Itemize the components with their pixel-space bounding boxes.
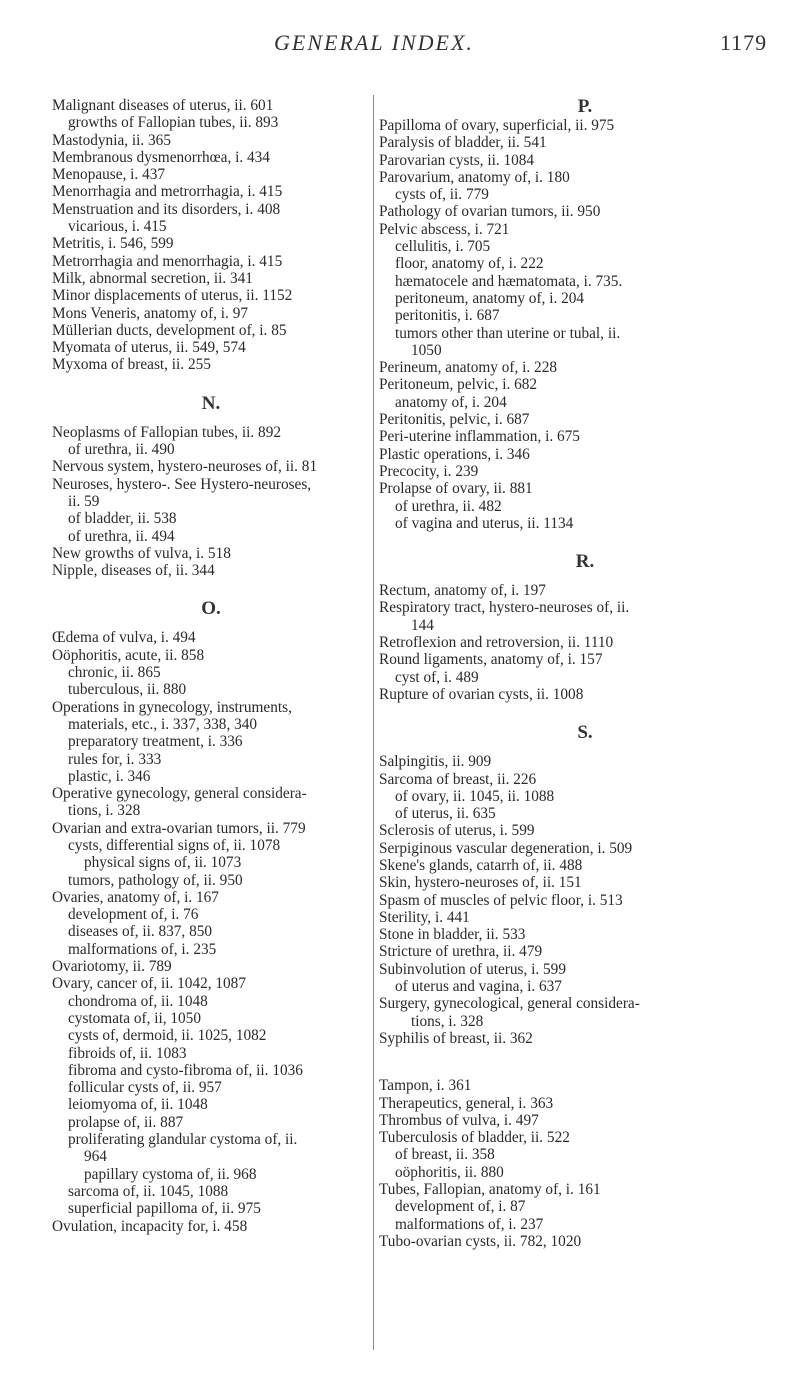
index-entry: Pelvic abscess, i. 721 <box>379 220 510 238</box>
index-entry: Parovarium, anatomy of, i. 180 <box>379 168 570 186</box>
index-entry: Milk, abnormal secretion, ii. 341 <box>52 269 253 287</box>
index-entry: floor, anatomy of, i. 222 <box>395 255 544 273</box>
index-entry: Rectum, anatomy of, i. 197 <box>379 582 546 600</box>
page-number: 1179 <box>720 30 768 55</box>
index-entry: tumors, pathology of, ii. 950 <box>68 871 243 889</box>
index-entry: hæmatocele and hæmatomata, i. 735. <box>395 272 623 290</box>
index-entry: peritoneum, anatomy of, i. 204 <box>395 289 585 307</box>
index-entry: superficial papilloma of, ii. 975 <box>68 1200 261 1218</box>
index-entry: Neuroses, hystero-. See Hystero-neuroses, <box>52 475 312 493</box>
index-entry: plastic, i. 346 <box>68 767 151 785</box>
index-entry: Papilloma of ovary, superficial, ii. 975 <box>379 117 615 134</box>
index-entry: tumors other than uterine or tubal, ii. <box>395 324 621 342</box>
index-entry: cyst of, i. 489 <box>395 668 479 686</box>
index-entry: Pathology of ovarian tumors, ii. 950 <box>379 203 601 221</box>
index-entry: materials, etc., i. 337, 338, 340 <box>68 715 258 733</box>
spacer <box>52 579 370 599</box>
index-entry: Surgery, gynecological, general considera- <box>379 995 640 1013</box>
index-entry: Round ligaments, anatomy of, i. 157 <box>379 651 603 669</box>
index-entry: chronic, ii. 865 <box>68 664 161 682</box>
index-entry: Operative gynecology, general considera- <box>52 785 307 803</box>
index-entry: tions, i. 328 <box>68 802 141 820</box>
index-entry: tuberculous, ii. 880 <box>68 681 187 699</box>
index-entry: cysts of, ii. 779 <box>395 186 489 204</box>
index-entry: of urethra, ii. 494 <box>68 527 175 545</box>
index-entry: proliferating glandular cystoma of, ii. <box>68 1131 298 1149</box>
section-letter: N. <box>201 392 221 414</box>
index-entry: rules for, i. 333 <box>68 750 162 768</box>
index-entry: Spasm of muscles of pelvic floor, i. 513 <box>379 891 623 909</box>
index-entry: 144 <box>411 616 434 634</box>
index-entry: of breast, ii. 358 <box>395 1146 495 1164</box>
index-entry: Perineum, anatomy of, i. 228 <box>379 359 558 377</box>
spacer <box>379 1047 791 1067</box>
index-entry: Tubes, Fallopian, anatomy of, i. 161 <box>379 1181 601 1199</box>
index-entry: Paralysis of bladder, ii. 541 <box>379 134 547 152</box>
index-entry: chondroma of, ii. 1048 <box>68 992 208 1010</box>
index-entry: Stricture of urethra, ii. 479 <box>379 943 543 961</box>
index-entry: Operations in gynecology, instruments, <box>52 698 292 716</box>
index-entry: Tampon, i. 361 <box>379 1077 472 1095</box>
index-entry: physical signs of, ii. 1073 <box>84 854 242 872</box>
index-entry: Ovulation, incapacity for, i. 458 <box>52 1217 248 1235</box>
index-entry: tions, i. 328 <box>411 1012 484 1030</box>
section-letter: O. <box>201 598 221 620</box>
index-entry: cysts, differential signs of, ii. 1078 <box>68 836 281 854</box>
index-entry: Ovarian and extra-ovarian tumors, ii. 779 <box>52 819 306 837</box>
spacer <box>379 743 791 753</box>
index-entry: Peri-uterine inflammation, i. 675 <box>379 428 580 446</box>
index-entry: growths of Fallopian tubes, ii. 893 <box>68 114 279 132</box>
index-entry: Neoplasms of Fallopian tubes, ii. 892 <box>52 423 282 441</box>
index-entry: 1050 <box>411 341 442 359</box>
index-entry: ii. 59 <box>68 492 100 510</box>
index-entry: malformations of, i. 235 <box>68 940 217 958</box>
spacer <box>52 619 370 629</box>
index-entry: Skene's glands, catarrh of, ii. 488 <box>379 856 583 874</box>
index-entry: Retroflexion and retroversion, ii. 1110 <box>379 634 614 652</box>
spacer <box>379 572 791 582</box>
index-entry: Stone in bladder, ii. 533 <box>379 926 526 944</box>
index-entry: Metritis, i. 546, 599 <box>52 235 174 253</box>
index-entry: 964 <box>84 1148 107 1166</box>
index-entry: Menorrhagia and metrorrhagia, i. 415 <box>52 183 283 201</box>
index-entry: Menopause, i. 437 <box>52 166 166 184</box>
index-entry: prolapse of, ii. 887 <box>68 1113 184 1131</box>
index-entry: Salpingitis, ii. 909 <box>379 753 492 771</box>
index-entry: development of, i. 76 <box>68 906 199 924</box>
index-entry: of bladder, ii. 538 <box>68 510 177 528</box>
index-entry: of ovary, ii. 1045, ii. 1088 <box>395 787 555 805</box>
index-entry: Skin, hystero-neuroses of, ii. 151 <box>379 874 582 892</box>
index-entry: of urethra, ii. 482 <box>395 497 502 515</box>
running-header <box>0 30 801 58</box>
index-entry: Membranous dysmenorrhœa, i. 434 <box>52 148 270 166</box>
index-entry: of uterus and vagina, i. 637 <box>395 978 562 996</box>
index-entry: cysts of, dermoid, ii. 1025, 1082 <box>68 1027 267 1045</box>
index-entry: Sarcoma of breast, ii. 226 <box>379 770 537 788</box>
spacer <box>52 414 370 424</box>
index-entry: Tuberculosis of bladder, ii. 522 <box>379 1129 570 1147</box>
index-entry: Precocity, i. 239 <box>379 462 479 480</box>
index-entry: diseases of, ii. 837, 850 <box>68 923 213 941</box>
index-entry: Nervous system, hystero-neuroses of, ii. 81 <box>52 458 318 476</box>
index-entry: oöphoritis, ii. 880 <box>395 1163 504 1181</box>
index-entry: Ovary, cancer of, ii. 1042, 1087 <box>52 975 246 993</box>
index-entry: Metrorrhagia and menorrhagia, i. 415 <box>52 252 283 270</box>
index-entry: Serpiginous vascular degeneration, i. 509 <box>379 839 633 857</box>
index-entry: follicular cysts of, ii. 957 <box>68 1079 222 1097</box>
index-entry: vicarious, i. 415 <box>68 218 167 236</box>
index-entry: Œdema of vulva, i. 494 <box>52 629 196 647</box>
spacer <box>379 703 791 723</box>
index-entry: malformations of, i. 237 <box>395 1215 544 1233</box>
index-entry: Ovariotomy, ii. 789 <box>52 958 172 976</box>
index-column-right <box>379 97 791 1250</box>
index-entry: Oöphoritis, acute, ii. 858 <box>52 646 205 664</box>
index-entry: Respiratory tract, hystero-neuroses of, ii. <box>379 599 630 617</box>
index-entry: leiomyoma of, ii. 1048 <box>68 1096 208 1114</box>
index-entry: Syphilis of breast, ii. 362 <box>379 1029 533 1047</box>
index-entry: Nipple, diseases of, ii. 344 <box>52 562 215 580</box>
index-entry: peritonitis, i. 687 <box>395 307 500 325</box>
running-title: GENERAL INDEX. <box>274 30 474 55</box>
index-entry: New growths of vulva, i. 518 <box>52 544 231 562</box>
spacer <box>379 1067 791 1077</box>
section-letter: S. <box>577 722 593 744</box>
index-entry: Subinvolution of uterus, i. 599 <box>379 960 566 978</box>
section-letter: P. <box>577 96 593 117</box>
index-entry: of vagina and uterus, ii. 1134 <box>395 514 574 532</box>
index-entry: Sterility, i. 441 <box>379 908 470 926</box>
index-entry: Parovarian cysts, ii. 1084 <box>379 151 535 169</box>
index-entry: Myomata of uterus, ii. 549, 574 <box>52 339 246 357</box>
index-entry: Thrombus of vulva, i. 497 <box>379 1111 539 1129</box>
index-entry: Prolapse of ovary, ii. 881 <box>379 480 533 498</box>
index-entry: of uterus, ii. 635 <box>395 805 496 823</box>
index-entry: Plastic operations, i. 346 <box>379 445 530 463</box>
index-entry: Rupture of ovarian cysts, ii. 1008 <box>379 685 584 703</box>
column-divider <box>373 95 374 1350</box>
index-entry: development of, i. 87 <box>395 1198 526 1216</box>
index-entry: Ovaries, anatomy of, i. 167 <box>52 888 219 906</box>
index-entry: preparatory treatment, i. 336 <box>68 733 243 751</box>
index-entry: fibroids of, ii. 1083 <box>68 1044 187 1062</box>
index-entry: Peritonitis, pelvic, i. 687 <box>379 411 530 429</box>
index-entry: cellulitis, i. 705 <box>395 238 491 256</box>
index-entry: of urethra, ii. 490 <box>68 441 175 459</box>
index-entry: Minor displacements of uterus, ii. 1152 <box>52 287 293 305</box>
index-entry: anatomy of, i. 204 <box>395 393 507 411</box>
spacer <box>52 374 370 394</box>
index-entry: Tubo-ovarian cysts, ii. 782, 1020 <box>379 1232 582 1250</box>
index-entry: Mastodynia, ii. 365 <box>52 131 171 149</box>
index-entry: Therapeutics, general, i. 363 <box>379 1094 554 1112</box>
index-entry: Sclerosis of uterus, i. 599 <box>379 822 535 840</box>
index-entry: Mons Veneris, anatomy of, i. 97 <box>52 304 249 322</box>
spacer <box>379 532 791 552</box>
section-letter: R. <box>575 551 595 573</box>
index-column-left <box>52 97 370 1235</box>
index-entry: fibroma and cysto-fibroma of, ii. 1036 <box>68 1061 303 1079</box>
index-entry: Myxoma of breast, ii. 255 <box>52 356 211 374</box>
index-entry: cystomata of, ii, 1050 <box>68 1009 201 1027</box>
index-entry: Malignant diseases of uterus, ii. 601 <box>52 97 274 114</box>
index-entry: Menstruation and its disorders, i. 408 <box>52 200 281 218</box>
index-entry: Müllerian ducts, development of, i. 85 <box>52 321 287 339</box>
index-entry: Peritoneum, pelvic, i. 682 <box>379 376 538 394</box>
index-entry: papillary cystoma of, ii. 968 <box>84 1165 257 1183</box>
index-entry: sarcoma of, ii. 1045, 1088 <box>68 1182 229 1200</box>
